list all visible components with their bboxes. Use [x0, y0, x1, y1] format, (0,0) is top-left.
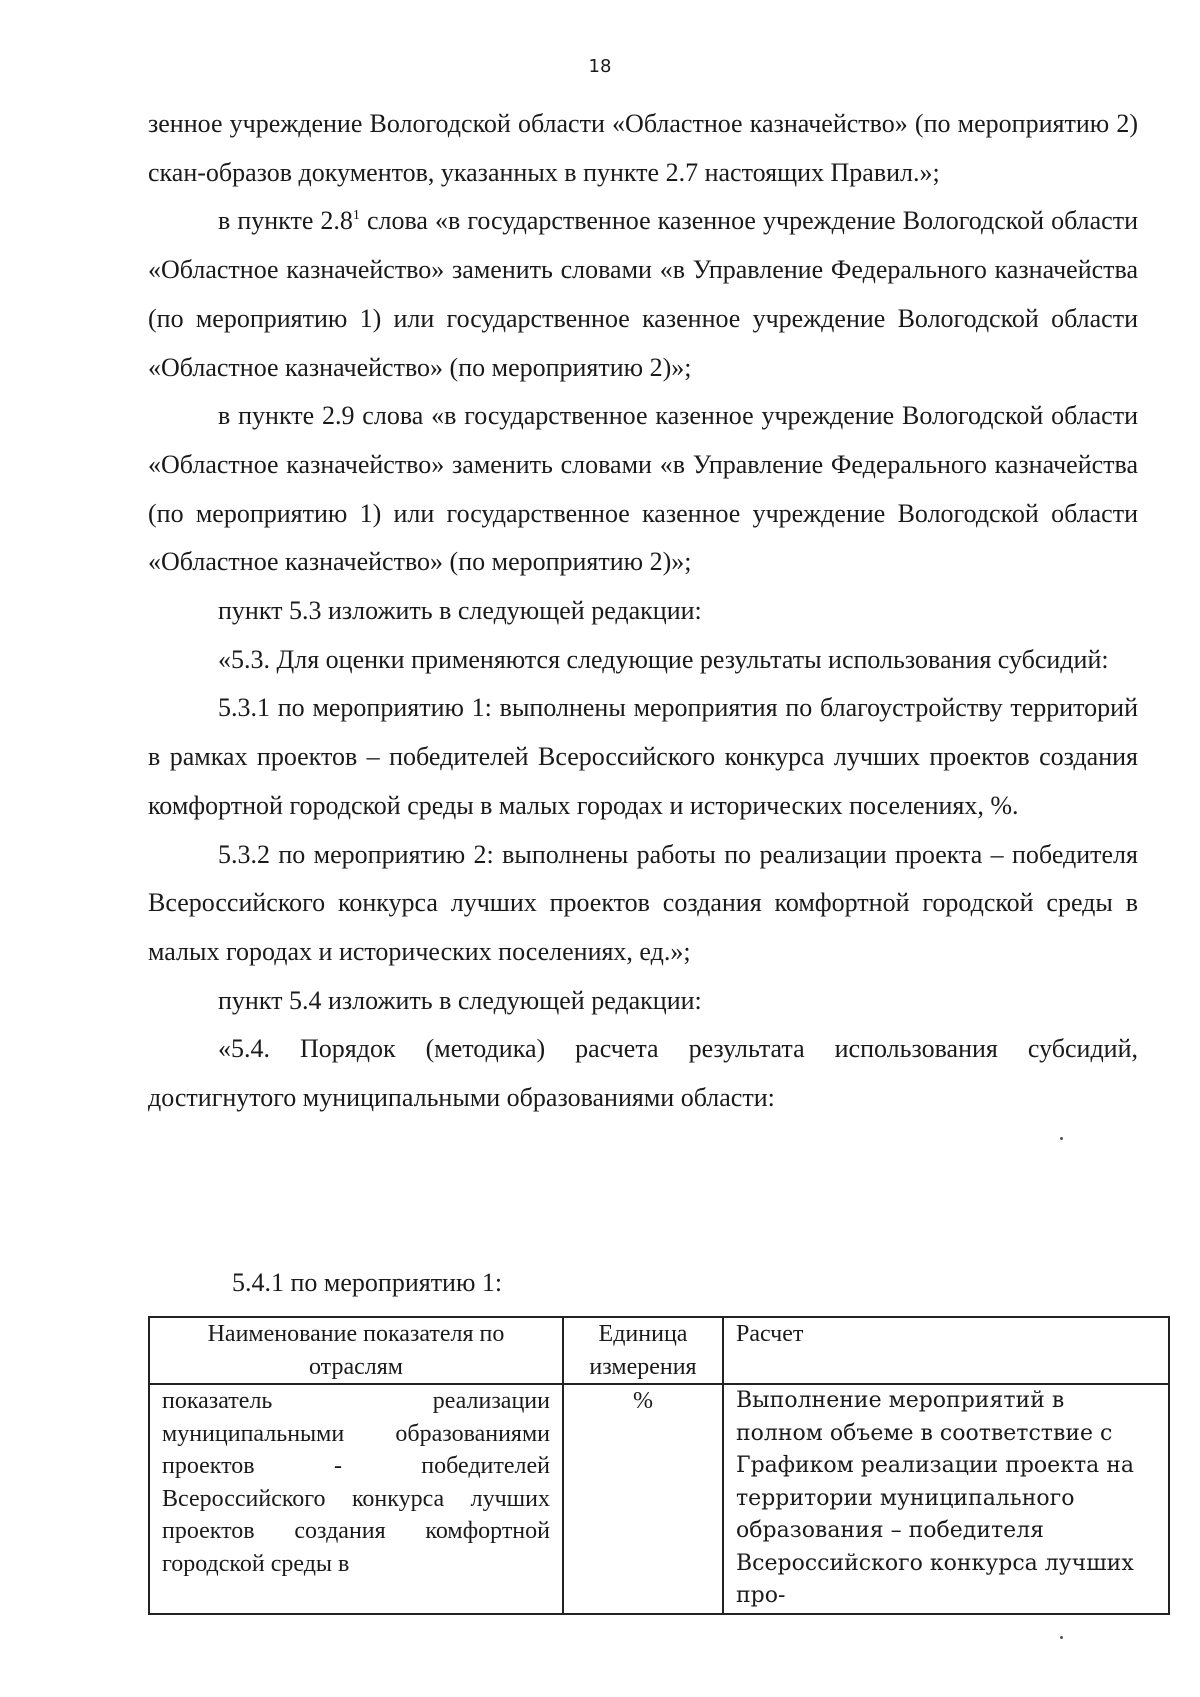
- paragraph-text-end: слова «в государственное казенное учреждение Вологодской области «Областное казначейство» заменить словами «в Управление Федерального казначейства (по мероприятию 1) или государственное казенное учреждение Вологодской области «Областное казначейство» (по мероприятию 2)»;: [148, 206, 1138, 382]
- paragraph-item-5-3: «5.3. Для оценки применяются следующие результаты использования субсидий:: [218, 644, 1109, 674]
- paragraph-item-2-9: в пункте 2.9 слова «в государственное казенное учреждение Вологодской области «Областное казначейство» заменить словами «в Управление Федерального казначейства (по мероприятию 1) или государственное казенное учреждение Вологодской области «Областное казначейство» (по мероприятию 2)»;: [148, 401, 1138, 577]
- header-indicator-name: Наименование показателя по отраслям: [149, 1317, 563, 1384]
- header-unit: Единица измерения: [563, 1317, 723, 1384]
- paragraph-text-start: в пункте 2.8: [218, 206, 353, 236]
- header-calculation: Расчет: [723, 1317, 1169, 1384]
- cell-calculation: Выполнение мероприятий в полном объеме в соответствие с Графиком реализации проекта на территории муниципального образования – победителя Всероссийского конкурса лучших про-: [723, 1384, 1169, 1614]
- paragraph-item-5-3-intro: пункт 5.3 изложить в следующей редакции:: [218, 596, 702, 626]
- paragraph-item-5-3-2: 5.3.2 по мероприятию 2: выполнены работы по реализации проекта – победителя Всероссийского конкурса лучших проектов создания комфортной городской среды в малых городах и исторических поселениях, ед.»;: [148, 839, 1138, 966]
- cell-indicator-name: показатель реализации муниципальными образованиями проектов - победителей Всероссийского конкурса лучших проектов создания комфортной городской среды в: [149, 1384, 563, 1614]
- scan-dust-mark: [1060, 1636, 1063, 1639]
- scan-dust-mark: [1060, 1137, 1063, 1140]
- paragraph-item-5-3-1: 5.3.1 по мероприятию 1: выполнены мероприятия по благоустройству территорий в рамках проектов – победителей Всероссийского конкурса лучших проектов создания комфортной городской среды в малых городах и исторических поселениях, %.: [148, 693, 1138, 820]
- superscript-index: 1: [352, 208, 360, 224]
- page-number: 18: [588, 56, 612, 77]
- paragraph-item-5-4: «5.4. Порядок (методика) расчета результата использования субсидий, достигнутого муниципальными образованиями области:: [148, 1034, 1138, 1113]
- cell-unit: %: [563, 1384, 723, 1614]
- document-body: [148, 100, 1138, 1123]
- table-header-row: [149, 1317, 1169, 1384]
- paragraph-item-2-8-1: [148, 197, 1138, 392]
- indicator-table: [148, 1316, 1170, 1615]
- table-caption: 5.4.1 по мероприятию 1:: [232, 1268, 503, 1297]
- table-row: [149, 1384, 1169, 1614]
- paragraph-item-5-4-intro: пункт 5.4 изложить в следующей редакции:: [218, 985, 702, 1015]
- paragraph-continuation: зенное учреждение Вологодской области «Областное казначейство» (по мероприятию 2) скан-образов документов, указанных в пункте 2.7 настоящих Правил.»;: [148, 109, 1138, 187]
